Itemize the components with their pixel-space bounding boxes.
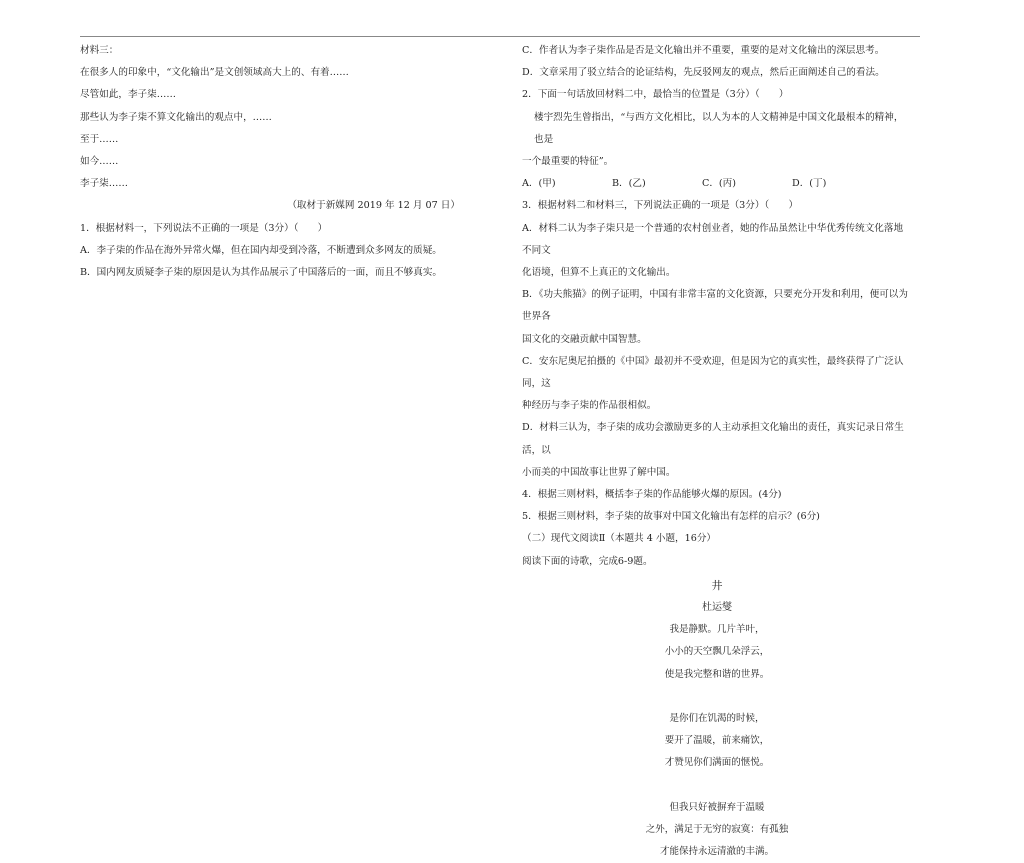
- quote-line: 楼宇烈先生曾指出，“与西方文化相比，以人为本的人文精神是中国文化最根本的精神，也是: [534, 111, 904, 145]
- options-row: [522, 173, 912, 195]
- question-4: 4．根据三则材料，概括李子柒的作品能够火爆的原因。(4分): [522, 489, 782, 501]
- option-b-cont: 国文化的交融贡献中国智慧。: [522, 333, 647, 345]
- paragraph: 至于……: [80, 133, 119, 145]
- option-a: A．(甲): [522, 178, 556, 190]
- source-citation: （取材于新媒网 2019 年 12 月 07 日）: [287, 200, 460, 212]
- poem-line: 小小的天空飘几朵浮云，: [664, 646, 770, 658]
- poem-line: 才赞见你们满面的惬悦。: [664, 757, 770, 769]
- option-a-cont: 化语境，但算不上真正的文化输出。: [522, 267, 676, 279]
- paragraph: 尽管如此，李子柒……: [80, 89, 176, 101]
- poem-line: 要开了温暖，前来痛饮，: [664, 735, 770, 747]
- poem-line: 才能保持永远清澈的丰满。: [659, 845, 774, 857]
- paragraph: 李子柒……: [80, 178, 128, 190]
- option-b: B．国内网友质疑李子柒的原因是认为其作品展示了中国落后的一面，而且不够真实。: [80, 267, 443, 279]
- question-1: 1．根据材料一，下列说法不正确的一项是（3分）（ ）: [80, 222, 328, 234]
- right-column: [522, 40, 912, 863]
- question-3: 3．根据材料二和材料三，下列说法正确的一项是（3分）（ ）: [522, 200, 799, 212]
- option-c: C．安东尼奥尼拍摄的《中国》最初并不受欢迎，但是因为它的真实性，最终获得了广泛认同，这: [522, 355, 904, 390]
- section-heading: 材料三：: [80, 45, 119, 56]
- option-a: A．材料二认为李子柒只是一个普通的农村创业者，她的作品虽然让中华优秀传统文化落地不同文: [522, 222, 904, 256]
- paragraph: 那些认为李子柒不算文化输出的观点中，……: [80, 111, 272, 123]
- poem-line: 之外，满足于无穷的寂寞：有孤独: [645, 823, 789, 835]
- instruction: 阅读下面的诗歌，完成6-9题。: [522, 555, 653, 567]
- stanza-break: [522, 775, 912, 797]
- option-c: C．(丙): [702, 178, 737, 190]
- paragraph: 如今……: [80, 156, 119, 168]
- option-d: D．材料三认为，李子柒的成功会激励更多的人主动承担文化输出的责任，真实记录日常生活，以: [522, 422, 904, 456]
- stanza-break: [522, 686, 912, 708]
- option-b: B．《功夫熊猫》的例子证明，中国有非常丰富的文化资源，只要充分开发和利用，便可以为世界各: [522, 289, 908, 323]
- question-2: 2．下面一句话放回材料二中，最恰当的位置是（3分）（ ）: [522, 89, 789, 101]
- poem-line: 是你们在饥渴的时候，: [669, 712, 765, 724]
- option-c: C．作者认为李子柒作品是否是文化输出并不重要，重要的是对文化输出的深层思考。: [522, 45, 885, 56]
- header-rule: [80, 36, 920, 37]
- poem-line: 我是静默。几片羊叶，: [669, 624, 765, 636]
- option-c-cont: 种经历与李子柒的作品很相似。: [522, 400, 657, 412]
- paragraph: 在很多人的印象中，“文化输出”是文创领域高大上的、有着……: [80, 67, 349, 79]
- poem-line: 但我只好被摒弃于温暖: [669, 801, 765, 813]
- poem-line: 使是我完整和谐的世界。: [664, 668, 770, 680]
- option-d: D．文章采用了驳立结合的论证结构，先反驳网友的观点，然后正面阐述自己的看法。: [522, 67, 885, 79]
- poem-title: 井: [711, 578, 723, 592]
- quote-line: 一个最重要的特征”。: [522, 156, 614, 168]
- option-b: B．(乙): [612, 178, 646, 190]
- poem-author: 杜运燮: [702, 602, 732, 614]
- option-d-cont: 小而美的中国故事让世界了解中国。: [522, 466, 676, 478]
- question-5: 5．根据三则材料，李子柒的故事对中国文化输出有怎样的启示？(6分): [522, 511, 820, 523]
- option-a: A．李子柒的作品在海外异常火爆，但在国内却受到冷落，不断遭到众多网友的质疑。: [80, 244, 442, 256]
- section-heading: （二）现代文阅读Ⅱ（本题共 4 小题，16分）: [522, 533, 717, 545]
- option-d: D．(丁): [792, 178, 827, 190]
- left-column: [80, 40, 460, 284]
